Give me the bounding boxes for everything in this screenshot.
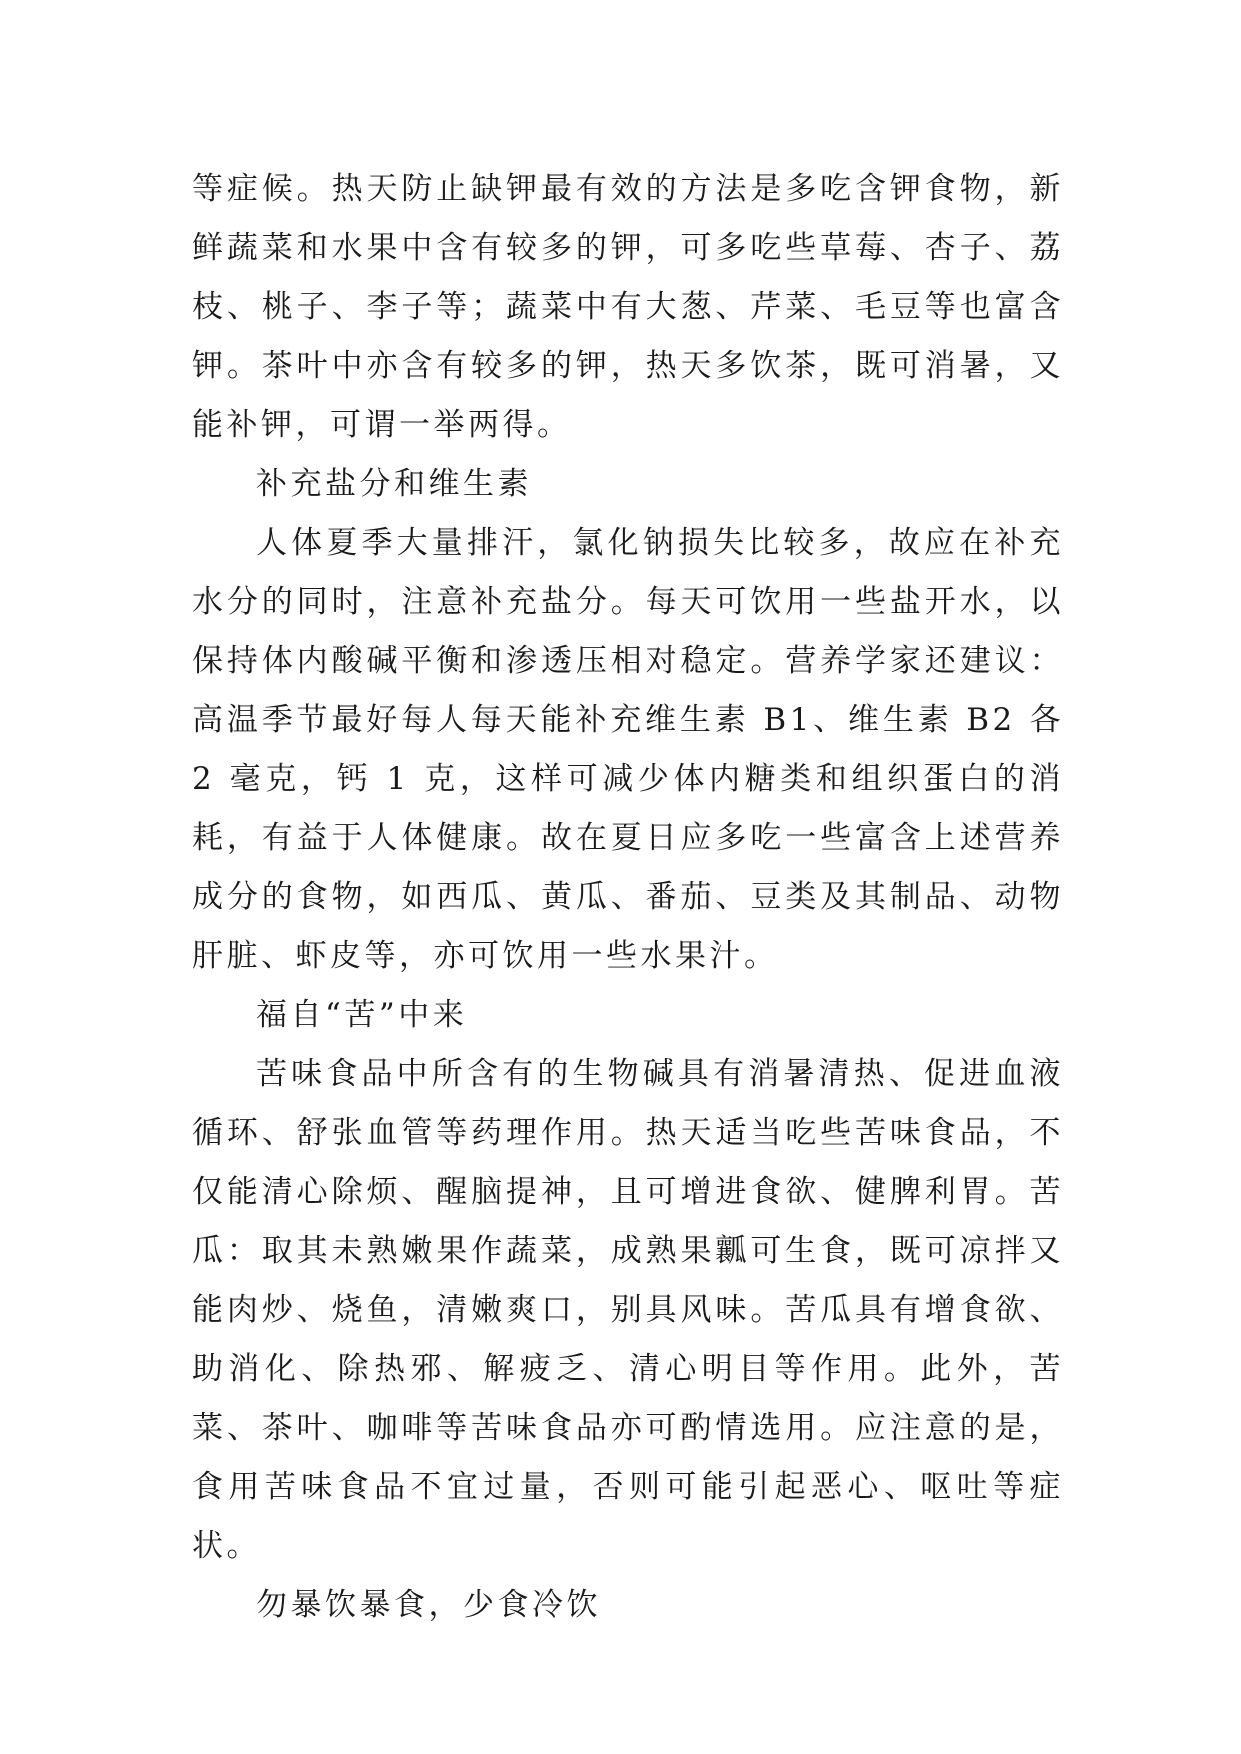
section-heading-salt-vitamins: 补充盐分和维生素 [256,466,532,502]
section-heading-bitter: 福自“苦”中来 [256,997,468,1033]
document-body [192,160,1064,1635]
paragraph-bitter-foods: 苦味食品中所含有的生物碱具有消暑清热、促进血液循环、舒张血管等药理作用。热天适当吃些苦味食品，不仅能清心除烦、醒脑提神，且可增进食欲、健脾利胃。苦瓜：取其未熟嫩果作蔬菜，成熟果瓤可生食，既可凉拌又能肉炒、烧鱼，清嫩爽口，别具风味。苦瓜具有增食欲、助消化、除热邪、解疲乏、清心明目等作用。此外，苦菜、茶叶、咖啡等苦味食品亦可酌情选用。应注意的是，食用苦味食品不宜过量，否则可能引起恶心、呕吐等症状。 [192,1056,1064,1564]
paragraph-salt-vitamins: 人体夏季大量排汗，氯化钠损失比较多，故应在补充水分的同时，注意补充盐分。每天可饮用一些盐开水，以保持体内酸碱平衡和渗透压相对稳定。营养学家还建议：高温季节最好每人每天能补充维生素 B1、维生素 B2 各 2 毫克，钙 1 克，这样可减少体内糖类和组织蛋白的消耗，有益于人体健康。故在夏日应多吃一些富含上述营养成分的食物，如西瓜、黄瓜、番茄、豆类及其制品、动物肝脏、虾皮等，亦可饮用一些水果汁。 [192,525,1064,974]
section-heading-no-overeating: 勿暴饮暴食，少食冷饮 [256,1587,601,1623]
paragraph-potassium: 等症候。热天防止缺钾最有效的方法是多吃含钾食物，新鲜蔬菜和水果中含有较多的钾，可多吃些草莓、杏子、荔枝、桃子、李子等；蔬菜中有大葱、芹菜、毛豆等也富含钾。茶叶中亦含有较多的钾，热天多饮茶，既可消暑，又能补钾，可谓一举两得。 [192,171,1064,443]
